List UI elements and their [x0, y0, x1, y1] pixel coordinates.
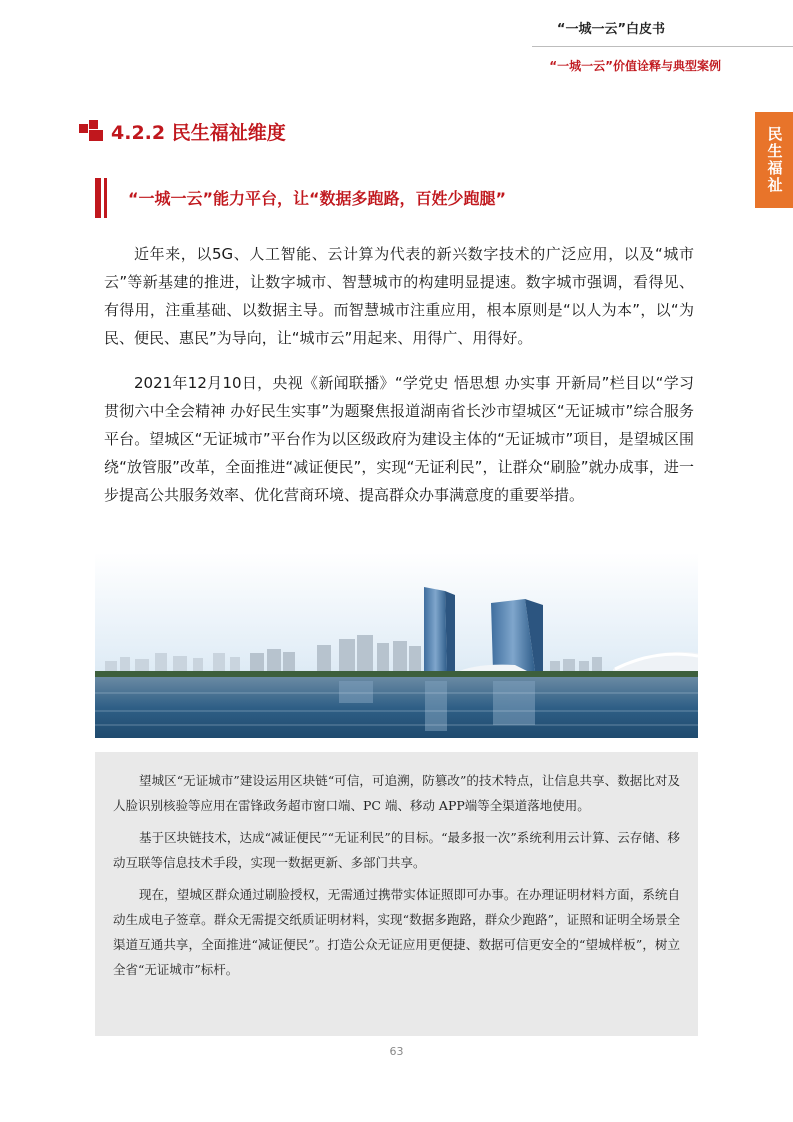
- city-skyline-photo: [95, 553, 698, 738]
- caption-box: [95, 752, 698, 1036]
- caption-paragraph: 基于区块链技术，达成“减证便民”“无证利民”的目标。“最多报一次”系统利用云计算、云存储、移动互联等信息技术手段，实现一数据更新、多部门共享。: [113, 830, 680, 870]
- body-paragraph: 2021年12月10日，央视《新闻联播》“学党史 悟思想 办实事 开新局”栏目以“学习贯彻六中全会精神 办好民生实事”为题聚焦报道湖南省长沙市望城区“无证城市”综合服务平台。望城区“无证城市”平台作为以区级政府为建设主体的“无证城市”项目，是望城区围绕“放管服”改革，全面推进“减证便民”，实现“无证利民”，让群众“刷脸”就办成事，进一步提高公共服务效率、优化营商环境、提高群众办事满意度的重要举措。: [104, 374, 694, 504]
- caption-paragraph: 现在，望城区群众通过刷脸授权，无需通过携带实体证照即可办事。在办理证明材料方面，系统自动生成电子签章。群众无需提交纸质证明材料，实现“数据多跑路，群众少跑路”，证照和证明全场景全渠道互通共享，全面推进“减证便民”。打造公众无证应用更便捷、数据可信更安全的“望城样板”，树立全省“无证城市”标杆。: [113, 887, 680, 977]
- section-title: 4.2.2 民生福祉维度: [111, 122, 286, 144]
- side-tab: 民生福祉: [755, 112, 793, 208]
- page-number: 63: [389, 1045, 404, 1058]
- header-divider: [532, 46, 793, 47]
- section-bullet-icon: [79, 120, 105, 140]
- subsection-bar-icon: [95, 178, 115, 218]
- caption-paragraph: 望城区“无证城市”建设运用区块链“可信，可追溯，防篡改”的技术特点，让信息共享、数据比对及人脸识别核验等应用在雷锋政务超市窗口端、PC 端、移动 APP端等全渠道落地使用。: [113, 773, 680, 813]
- header-subtitle: “一城一云”价值诠释与典型案例: [549, 59, 721, 73]
- body-paragraph: 近年来，以5G、人工智能、云计算为代表的新兴数字技术的广泛应用，以及“城市云”等新基建的推进，让数字城市、智慧城市的构建明显提速。数字城市强调，看得见、有得用，注重基础、以数据主导。而智慧城市注重应用，根本原则是“以人为本”，以“为民、便民、惠民”为导向，让“城市云”用起来、用得广、用得好。: [104, 245, 694, 347]
- subsection-title: “一城一云”能力平台，让“数据多跑路，百姓少跑腿”: [128, 189, 507, 208]
- header-title: “一城一云”白皮书: [556, 22, 665, 37]
